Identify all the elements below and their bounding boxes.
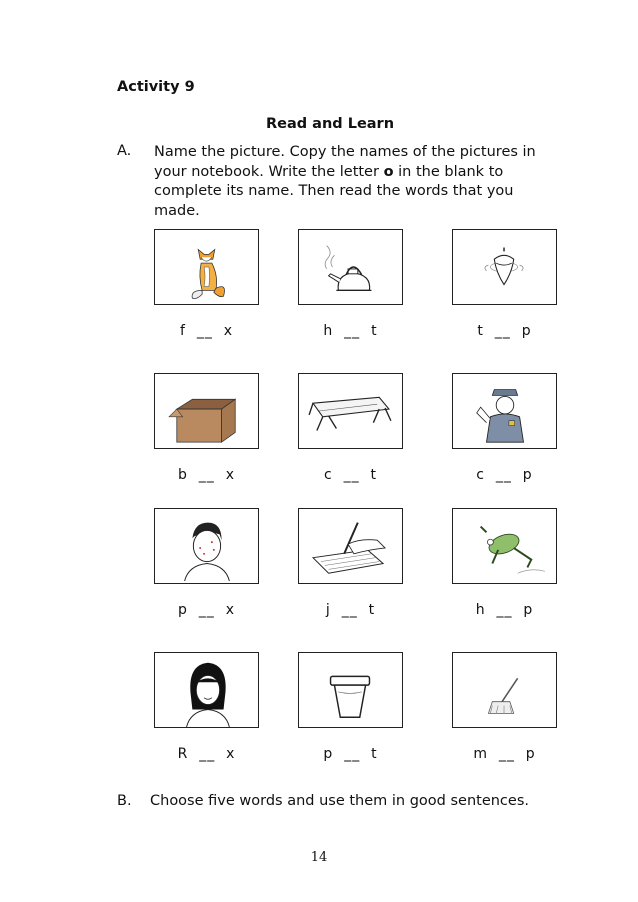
section-title: Read and Learn: [265, 116, 395, 132]
word-top: t __ p: [477, 323, 532, 339]
picture-box-mop: [452, 652, 557, 728]
word-jot: j __ t: [325, 602, 376, 618]
flower-pot-icon: [299, 653, 402, 727]
picture-box-top: [452, 229, 557, 305]
word-pot: p __ t: [323, 746, 378, 762]
part-b-marker: B.: [117, 793, 132, 809]
word-fox: f __ x: [179, 323, 233, 339]
picture-box-cop: [452, 373, 557, 449]
cot-icon: [299, 374, 402, 448]
word-hot: h __ t: [323, 323, 378, 339]
part-b-text: Choose five words and use them in good sentences.: [150, 793, 529, 809]
hot-kettle-icon: [299, 230, 402, 304]
picture-box-frog: [452, 508, 557, 584]
picture-box-rox: [154, 652, 259, 728]
word-box: b __ x: [178, 467, 235, 483]
picture-box-jot: [298, 508, 403, 584]
picture-box-pox: [154, 508, 259, 584]
word-pox: p __ x: [178, 602, 235, 618]
word-hop: h __ p: [475, 602, 534, 618]
police-cop-icon: [453, 374, 556, 448]
box-icon: [155, 374, 258, 448]
picture-box-kettle: [298, 229, 403, 305]
picture-box-fox: [154, 229, 259, 305]
part-a-marker: A.: [117, 143, 132, 159]
word-cop: c __ p: [476, 467, 533, 483]
spinning-top-icon: [453, 230, 556, 304]
part-a-instructions: [154, 143, 554, 221]
instr-text-after: in the blank to complete its name. Then read the words that you made.: [154, 163, 514, 219]
word-cot: c __ t: [324, 467, 377, 483]
picture-box-box: [154, 373, 259, 449]
word-rox: R __ x: [177, 746, 236, 762]
picture-box-cot: [298, 373, 403, 449]
page-number: 14: [310, 850, 328, 865]
activity-title: Activity 9: [117, 79, 195, 95]
frog-hopping-icon: [453, 509, 556, 583]
writing-jot-icon: [299, 509, 402, 583]
picture-box-pot: [298, 652, 403, 728]
boy-with-pox-icon: [155, 509, 258, 583]
instr-bold-letter: o: [383, 163, 394, 180]
instr-text-before: Name the picture. Copy the names of the pictures in your notebook. Write the letter: [154, 144, 536, 180]
fox-icon: [155, 230, 258, 304]
part-b-instructions: [117, 793, 529, 809]
girl-rox-icon: [155, 653, 258, 727]
mop-icon: [453, 653, 556, 727]
word-mop: m __ p: [473, 746, 536, 762]
